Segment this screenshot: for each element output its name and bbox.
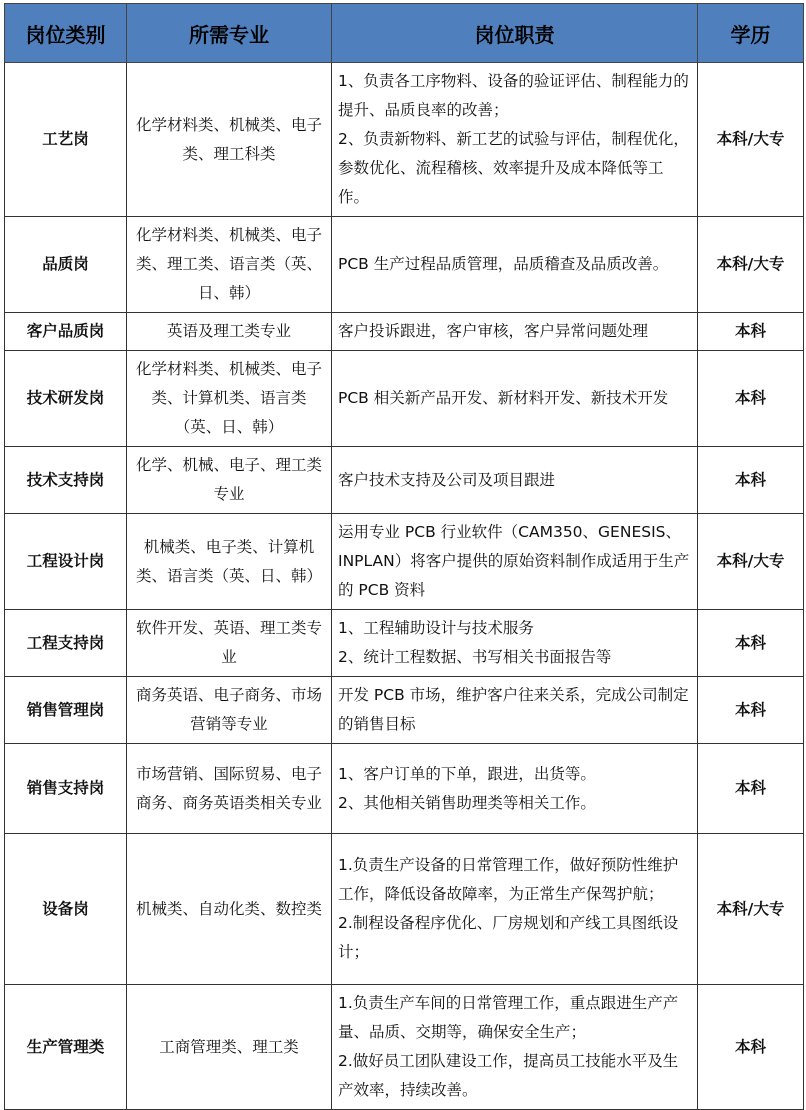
category-cell: 工艺岗 (5, 63, 127, 217)
duty-line: 2.做好员工团队建设工作，提高员工技能水平及生产效率，持续改善。 (338, 1052, 679, 1099)
header-major: 所需专业 (127, 4, 332, 63)
duty-line: PCB 生产过程品质管理，品质稽查及品质改善。 (338, 255, 669, 273)
duty-line: 2.制程设备程序优化、厂房规划和产线工具图纸设计； (338, 914, 679, 961)
education-cell: 本科 (698, 744, 804, 834)
education-cell: 本科/大专 (698, 63, 804, 217)
major-cell: 化学材料类、机械类、电子类、理工类、语言类（英、日、韩） (127, 217, 332, 313)
major-cell: 化学、机械、电子、理工类专业 (127, 447, 332, 514)
duties-cell (332, 313, 698, 351)
education-cell: 本科 (698, 447, 804, 514)
category-cell: 工程设计岗 (5, 514, 127, 610)
category-cell: 技术研发岗 (5, 351, 127, 447)
category-cell: 销售支持岗 (5, 744, 127, 834)
table-row (5, 514, 804, 610)
duty-line: 1、负责各工序物料、设备的验证评估、制程能力的提升、品质良率的改善； (338, 72, 689, 119)
duty-line: 1.负责生产车间的日常管理工作，重点跟进生产产量、品质、交期等，确保安全生产； (338, 994, 679, 1041)
table-row (5, 985, 804, 1110)
duties-cell (332, 351, 698, 447)
education-cell: 本科/大专 (698, 834, 804, 985)
duty-line: 2、统计工程数据、书写相关书面报告等 (338, 648, 612, 666)
major-cell: 工商管理类、理工类 (127, 985, 332, 1110)
duties-cell (332, 744, 698, 834)
category-cell: 生产管理类 (5, 985, 127, 1110)
major-cell: 机械类、电子类、计算机类、语言类（英、日、韩） (127, 514, 332, 610)
table-row (5, 744, 804, 834)
major-cell: 机械类、自动化类、数控类 (127, 834, 332, 985)
category-cell: 品质岗 (5, 217, 127, 313)
table-row (5, 63, 804, 217)
table-row (5, 610, 804, 677)
table-row (5, 313, 804, 351)
duties-cell (332, 514, 698, 610)
table-row (5, 834, 804, 985)
education-cell: 本科/大专 (698, 514, 804, 610)
duty-line: 1.负责生产设备的日常管理工作，做好预防性维护工作，降低设备故障率，为正常生产保驾护航； (338, 856, 679, 903)
category-cell: 销售管理岗 (5, 677, 127, 744)
major-cell: 化学材料类、机械类、电子类、理工科类 (127, 63, 332, 217)
duty-line: 1、工程辅助设计与技术服务 (338, 619, 534, 637)
major-cell: 商务英语、电子商务、市场营销等专业 (127, 677, 332, 744)
duty-line: 2、其他相关销售助理类等相关工作。 (338, 793, 596, 812)
header-education: 学历 (698, 4, 804, 63)
duty-line: 客户投诉跟进，客户审核，客户异常问题处理 (338, 322, 649, 340)
duties-cell (332, 217, 698, 313)
header-duties: 岗位职责 (332, 4, 698, 63)
major-cell: 市场营销、国际贸易、电子商务、商务英语类相关专业 (127, 744, 332, 834)
job-table (4, 3, 804, 1110)
category-cell: 设备岗 (5, 834, 127, 985)
education-cell: 本科 (698, 351, 804, 447)
duties-cell (332, 447, 698, 514)
duties-cell (332, 834, 698, 985)
duty-line: 开发 PCB 市场，维护客户往来关系，完成公司制定的销售目标 (338, 686, 689, 733)
category-cell: 客户品质岗 (5, 313, 127, 351)
table-row (5, 351, 804, 447)
education-cell: 本科 (698, 985, 804, 1110)
education-cell: 本科 (698, 677, 804, 744)
table-row (5, 677, 804, 744)
header-row (5, 4, 804, 63)
duties-cell (332, 985, 698, 1110)
duty-line: 客户技术支持及公司及项目跟进 (338, 470, 556, 489)
table-row (5, 217, 804, 313)
education-cell: 本科 (698, 610, 804, 677)
duties-cell (332, 677, 698, 744)
major-cell: 化学材料类、机械类、电子类、计算机类、语言类（英、日、韩） (127, 351, 332, 447)
duties-cell (332, 610, 698, 677)
education-cell: 本科/大专 (698, 217, 804, 313)
major-cell: 英语及理工类专业 (127, 313, 332, 351)
category-cell: 工程支持岗 (5, 610, 127, 677)
duty-line: 1、客户订单的下单，跟进，出货等。 (338, 764, 596, 783)
table-row (5, 447, 804, 514)
category-cell: 技术支持岗 (5, 447, 127, 514)
major-cell: 软件开发、英语、理工类专业 (127, 610, 332, 677)
header-category: 岗位类别 (5, 4, 127, 63)
education-cell: 本科 (698, 313, 804, 351)
duty-line: 运用专业 PCB 行业软件（CAM350、GENESIS、INPLAN）将客户提供的原始资料制作成适用于生产的 PCB 资料 (338, 523, 690, 599)
duties-cell (332, 63, 698, 217)
duty-line: PCB 相关新产品开发、新材料开发、新技术开发 (338, 389, 669, 407)
duty-line: 2、负责新物料、新工艺的试验与评估，制程优化，参数优化、流程稽核、效率提升及成本降低等工作。 (338, 130, 689, 206)
